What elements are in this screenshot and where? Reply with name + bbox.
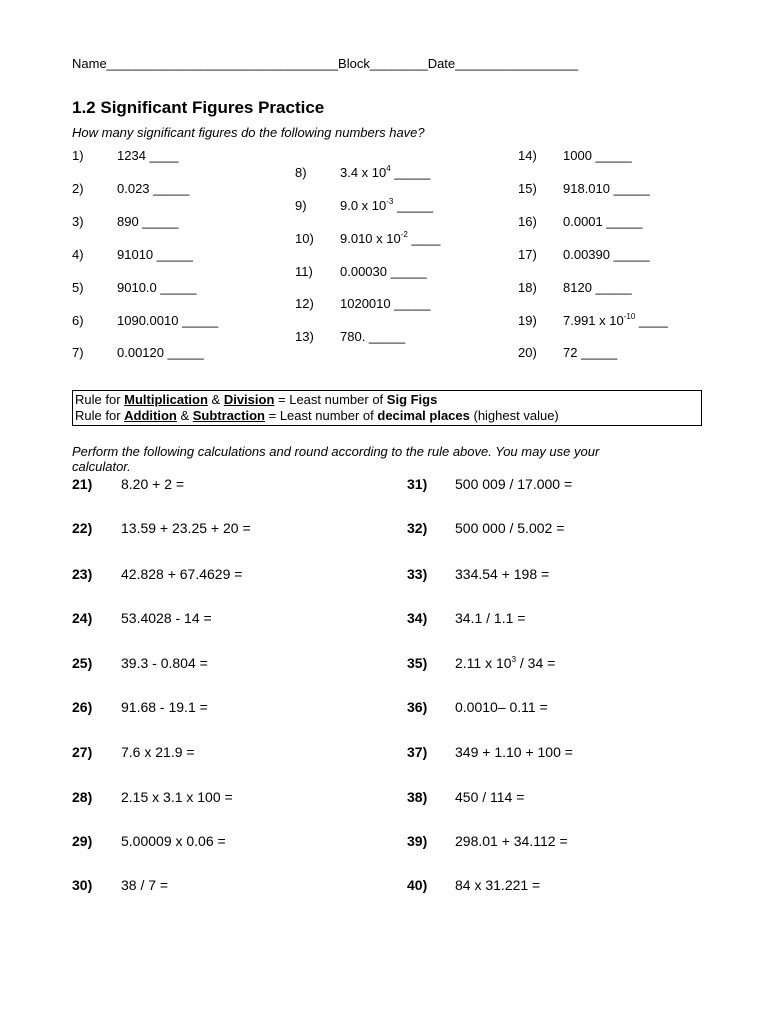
calc-number: 22)	[72, 520, 93, 536]
calc-number: 21)	[72, 476, 93, 492]
calc-expression: 34.1 / 1.1 =	[455, 610, 526, 626]
calc-expression: 39.3 - 0.804 =	[121, 655, 208, 671]
question-number: 20)	[518, 345, 537, 360]
calc-number: 39)	[407, 833, 428, 849]
question-text: 0.00390 _____	[563, 247, 650, 262]
page-title: 1.2 Significant Figures Practice	[72, 98, 325, 117]
question-number: 7)	[72, 345, 84, 360]
question-text: 918.010 _____	[563, 181, 650, 196]
calc-expression: 7.6 x 21.9 =	[121, 744, 195, 760]
question-text: 9.0 x $10^{-3}$ _____	[340, 197, 434, 213]
calc-expression: 8.20 + 2 =	[121, 476, 185, 492]
calc-expression: 334.54 + 198 =	[455, 566, 550, 582]
question-number: 13)	[295, 329, 314, 344]
calc-expression: 450 / 114 =	[455, 789, 525, 805]
question-text: 0.00030 _____	[340, 264, 427, 279]
question-text: 9.010 x $10^{-2}$ ____	[340, 230, 441, 246]
calc-number: 37)	[407, 744, 428, 760]
calc-number: 38)	[407, 789, 428, 805]
date-field[interactable]: Date_________________	[427, 56, 579, 71]
exponent: -2	[400, 230, 408, 239]
calc-number: 30)	[72, 877, 93, 893]
question-number: 19)	[518, 313, 537, 328]
rules-box	[72, 390, 702, 426]
calc-number: 24)	[72, 610, 93, 626]
calc-expression: 500 009 / 17.000 =	[455, 476, 573, 492]
question-text: 1090.0010 _____	[117, 313, 219, 328]
calc-number: 33)	[407, 566, 428, 582]
instruction-calculations: Perform the following calculations and round according to the rule above. You may use your	[72, 444, 600, 459]
calc-number: 34)	[407, 610, 428, 626]
calc-expression: 38 / 7 =	[121, 877, 169, 893]
calc-expression: 53.4028 - 14 =	[121, 610, 212, 626]
question-text: 91010 _____	[117, 247, 193, 262]
question-text: 0.0001 _____	[563, 214, 643, 229]
rule-multiplication-division: Rule for Multiplication & Division = Least number of Sig Figs	[75, 392, 438, 407]
question-number: 1)	[72, 148, 84, 163]
question-text: 1234 ____	[117, 148, 179, 163]
question-text: 890 _____	[117, 214, 179, 229]
calc-number: 36)	[407, 699, 428, 715]
question-number: 14)	[518, 148, 537, 163]
question-text: 8120 _____	[563, 280, 632, 295]
block-field[interactable]: Block________	[338, 56, 428, 71]
calc-expression: 5.00009 x 0.06 =	[121, 833, 226, 849]
question-text: 7.991 x $10^{-10}$ ____	[563, 312, 668, 328]
calc-expression: 42.828 + 67.4629 =	[121, 566, 243, 582]
calc-expression: 2.15 x 3.1 x 100 =	[121, 789, 233, 805]
question-number: 18)	[518, 280, 537, 295]
calc-expression: 0.0010– 0.11 =	[455, 699, 548, 715]
exponent: 3	[511, 655, 517, 664]
calc-number: 23)	[72, 566, 93, 582]
calc-number: 27)	[72, 744, 93, 760]
calc-expression: 13.59 + 23.25 + 20 =	[121, 520, 251, 536]
header-line	[72, 56, 578, 71]
rule-addition-subtraction: Rule for Addition & Subtraction = Least number of decimal places (highest value)	[75, 408, 559, 423]
calc-number: 25)	[72, 655, 93, 671]
question-text: 72 _____	[563, 345, 618, 360]
question-text: 1020010 _____	[340, 296, 431, 311]
question-number: 4)	[72, 247, 84, 262]
question-number: 10)	[295, 231, 314, 246]
calc-expression: 91.68 - 19.1 =	[121, 699, 208, 715]
question-number: 2)	[72, 181, 84, 196]
exponent: -10	[623, 312, 636, 321]
question-number: 8)	[295, 165, 307, 180]
question-number: 6)	[72, 313, 84, 328]
calc-number: 32)	[407, 520, 428, 536]
question-text: 3.4 x $10^4$ _____	[340, 164, 431, 180]
question-number: 16)	[518, 214, 537, 229]
instruction-calculations-cont: calculator.	[72, 459, 131, 474]
calc-expression: 349 + 1.10 + 100 =	[455, 744, 573, 760]
calc-expression: 2.11 x $10^3 / 34$ =	[455, 655, 556, 671]
calc-number: 26)	[72, 699, 93, 715]
calc-number: 28)	[72, 789, 93, 805]
name-field[interactable]: Name________________________________	[72, 56, 339, 71]
calc-expression: 298.01 + 34.112 =	[455, 833, 568, 849]
question-text: 0.00120 _____	[117, 345, 204, 360]
question-text: 1000 _____	[563, 148, 632, 163]
calc-number: 35)	[407, 655, 428, 671]
question-text: 9010.0 _____	[117, 280, 197, 295]
question-number: 9)	[295, 198, 307, 213]
calc-expression: 84 x 31.221 =	[455, 877, 541, 893]
question-number: 17)	[518, 247, 537, 262]
calc-number: 31)	[407, 476, 428, 492]
question-text: 0.023 _____	[117, 181, 190, 196]
question-number: 12)	[295, 296, 314, 311]
calc-number: 29)	[72, 833, 93, 849]
question-text: 780. _____	[340, 329, 406, 344]
exponent: 4	[386, 164, 391, 173]
instruction-sigfigs: How many significant figures do the following numbers have?	[72, 125, 425, 140]
exponent: -3	[386, 197, 394, 206]
question-number: 11)	[295, 264, 313, 279]
calc-number: 40)	[407, 877, 428, 893]
calc-expression: 500 000 / 5.002 =	[455, 520, 565, 536]
question-number: 3)	[72, 214, 84, 229]
question-number: 5)	[72, 280, 84, 295]
question-number: 15)	[518, 181, 537, 196]
